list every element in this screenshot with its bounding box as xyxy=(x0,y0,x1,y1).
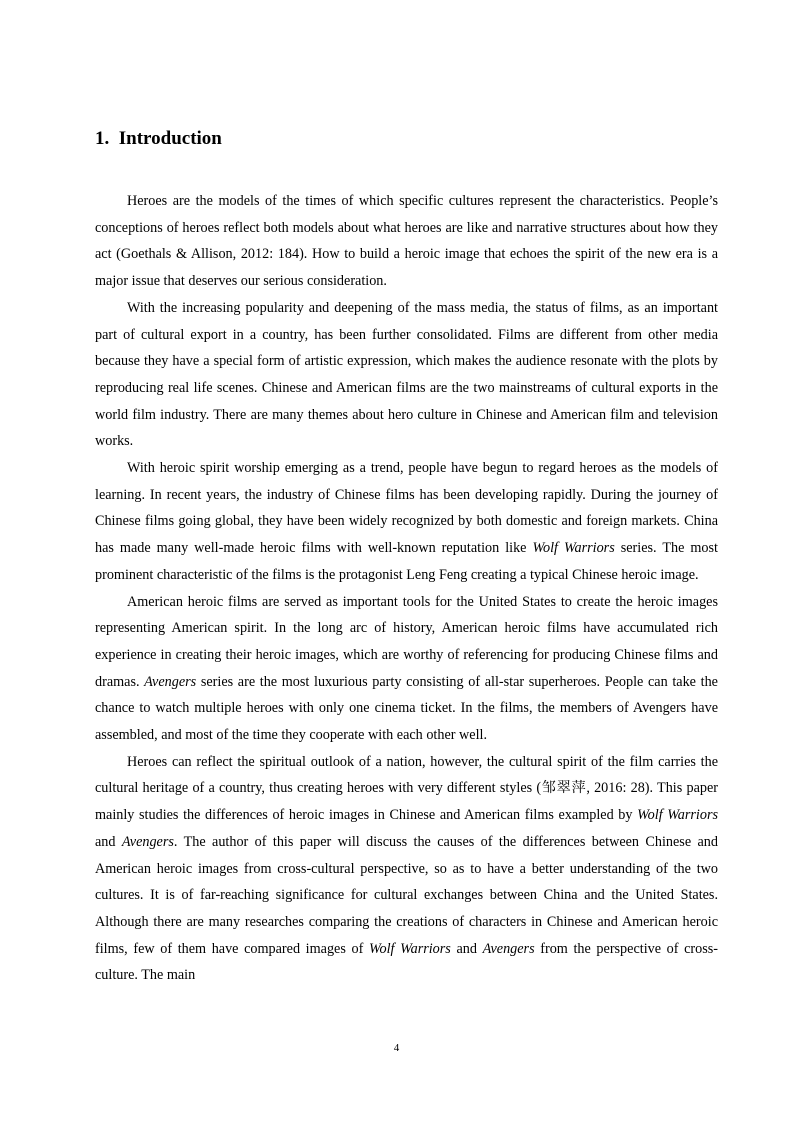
paragraph xyxy=(95,749,718,989)
italic-title: Avengers xyxy=(121,833,174,850)
paragraph xyxy=(95,295,718,455)
section-heading xyxy=(95,127,222,151)
paragraph xyxy=(95,589,718,749)
page-number: 4 xyxy=(393,1042,400,1054)
body-text xyxy=(95,188,718,989)
text-run: Heroes can reflect the spiritual outlook of a nation, however, the cultural spirit of the film carries the cultural heritage of a country, thus creating heroes with very different styles (邹翠萍, 2016: 28). This paper mainly studies the differences of heroic images in Chinese and American films exampled by xyxy=(95,753,718,824)
text-run: American heroic films are served as important tools for the United States to create the heroic images representing American spirit. In the long arc of history, American heroic films have accumulated rich experience in creating their heroic images, which are worthy of referencing for producing Chinese films and dramas. xyxy=(95,593,718,690)
italic-title: Avengers xyxy=(144,673,197,690)
section-number: 1. xyxy=(95,128,110,149)
italic-title: Wolf Warriors xyxy=(532,540,615,557)
text-run: series. The most prominent characteristic of the films is the protagonist Leng Feng creating a typical Chinese heroic image. xyxy=(95,540,718,583)
text-run: and xyxy=(95,833,122,850)
paragraph xyxy=(95,455,718,589)
text-run: With heroic spirit worship emerging as a trend, people have begun to regard heroes as the models of learning. In recent years, the industry of Chinese films has been developing rapidly. During the journey of Chinese films going global, they have been widely recognized by both domestic and foreign markets. China has made many well-made heroic films with well-known reputation like xyxy=(95,460,718,557)
text-run: and xyxy=(450,940,483,957)
text-run: . The author of this paper will discuss the causes of the differences between Chinese and American heroic images from cross-cultural perspective, so as to have a better understanding of the two cultures. It is of far-reaching significance for cultural exchanges between China and the United States. Although there are many researches comparing the creations of characters in Chinese and American heroic films, few of them have compared images of xyxy=(95,833,718,957)
paragraph xyxy=(95,188,718,295)
italic-title: Wolf Warriors xyxy=(368,940,451,957)
italic-title: Wolf Warriors xyxy=(637,807,718,824)
text-run: With the increasing popularity and deepening of the mass media, the status of films, as an important part of cultural export in a country, has been further consolidated. Films are different from other media because they have a special form of artistic expression, which makes the audience resonate with the plots by reproducing real life scenes. Chinese and American films are the two mainstreams of cultural exports in the world film industry. There are many themes about hero culture in Chinese and American film and television works. xyxy=(95,299,718,450)
text-run: Heroes are the models of the times of which specific cultures represent the characteristics. People’s conceptions of heroes reflect both models about what heroes are like and narrative structures about how they act (Goethals & Allison, 2012: 184). How to build a heroic image that echoes the spirit of the new era is a major issue that deserves our serious consideration. xyxy=(95,193,718,290)
text-run: from the perspective of cross-culture. The main xyxy=(95,940,718,984)
text-run: series are the most luxurious party consisting of all-star superheroes. People can take the chance to watch multiple heroes with only one cinema ticket. In the films, the members of Avengers have assembled, and most of the time they cooperate with each other well. xyxy=(95,673,718,744)
section-title: Introduction xyxy=(118,128,222,149)
italic-title: Avengers xyxy=(482,940,535,957)
